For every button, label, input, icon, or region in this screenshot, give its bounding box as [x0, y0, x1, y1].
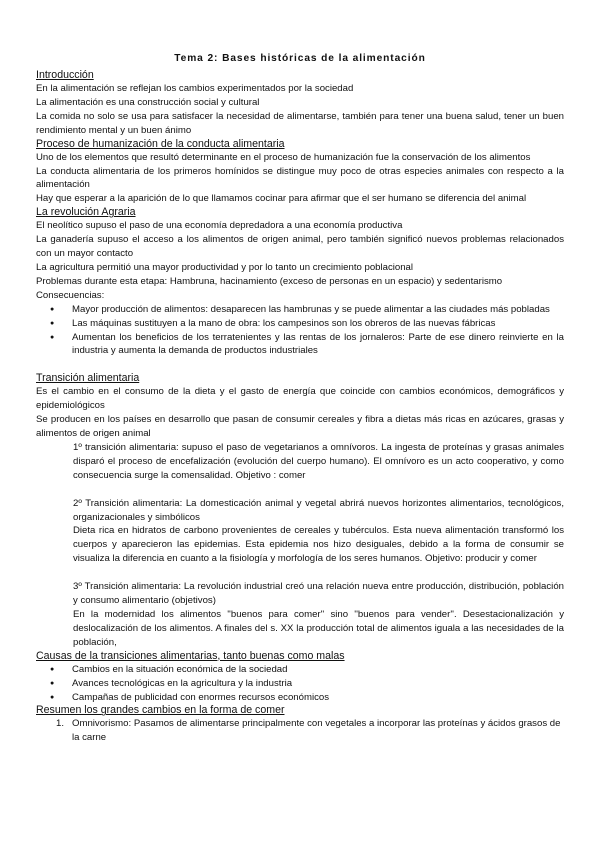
paragraph: La ganadería supuso el acceso a los alimentos de origen animal, pero también significó nuevos problemas relacionados con un mayor contacto — [36, 234, 564, 260]
list-item: ● Cambios en la situación económica de la sociedad — [72, 663, 564, 677]
paragraph: En la modernidad los alimentos ''buenos para comer'' sino ''buenos para vender''. Desestacionalización y deslocalización de los alimentos. A finales del s. XX la producción total de alimentos iguala a las necesidades de la población, — [73, 609, 564, 648]
section-heading: Introducción — [36, 69, 94, 81]
paragraph: El neolítico supuso el paso de una economía depredadora a una economía productiva — [36, 220, 403, 232]
section-heading: Resumen los grandes cambios en la forma de comer — [36, 704, 285, 717]
paragraph: Es el cambio en el consumo de la dieta y el gasto de energía que coincide con cambios económicos, demográficos y epidemiológicos — [36, 386, 564, 412]
paragraph: Consecuencias: — [36, 289, 105, 301]
section-introduccion — [36, 69, 564, 138]
section-heading: Transición alimentaria — [36, 372, 140, 385]
paragraph: Problemas durante esta etapa: Hambruna, hacinamiento (exceso de personas en un espacio) y sedentarismo — [36, 275, 503, 287]
paragraph-first-transition: 1º transición alimentaria: supuso el paso de vegetarianos a omnívoros. La ingesta de proteínas y grasas animales disparó el proceso de encefalización (evolución del cuerpo humano). El omnívoro es un acto cooperativo, y como consecuencia surge la comensalidad. Objetivo : comer — [73, 441, 564, 481]
paragraph: En la alimentación se reflejan los cambios experimentados por la sociedad — [36, 83, 354, 94]
list-item: ● Mayor producción de alimentos: desaparecen las hambrunas y se puede alimentar a las ciudades más pobladas — [72, 303, 564, 317]
section-resumen — [36, 704, 564, 745]
spacer — [36, 566, 564, 580]
spacer — [36, 483, 564, 497]
paragraph-second-transition: 2º Transición alimentaria: La domesticación animal y vegetal abrirá nuevos horizontes alimentarios, tecnológicos, organizacionales y simbólicos — [73, 497, 564, 523]
list-item: ● Campañas de publicidad con enormes recursos económicos — [72, 691, 564, 705]
section-heading: La revolución Agraria — [36, 206, 136, 219]
list-item-text: Omnivorismo: Pasamos de alimentarse principalmente con vegetales a incorporar las proteínas y ácidos grasos de la carne — [72, 718, 561, 744]
paragraph: Uno de los elementos que resultó determinante en el proceso de humanización fue la conservación de los alimentos — [36, 151, 531, 163]
bullet-list — [36, 663, 564, 705]
paragraph: Se producen en los países en desarrollo que pasan de consumir cereales y fibra a dietas más ricas en azúcares, grasas y alimentos de origen animal — [36, 414, 564, 440]
list-item: ● Avances tecnológicas en la agricultura y la industria — [72, 677, 564, 691]
paragraph: La alimentación es una construcción social y cultural — [36, 96, 260, 108]
paragraph: Dieta rica en hidratos de carbono provenientes de cereales y tubérculos. Esta nueva alimentación transformó los cuerpos y aparecieron las epidemias. Esta epidemia nos hizo desiguales, debido a la forma de consumir se visualiza la diferencia en cuanto a la fisiología y morfología de los seres humanos. Objetivo: producir y comer — [73, 525, 564, 565]
section-revolucion-agraria — [36, 206, 564, 358]
paragraph: La conducta alimentaria de los primeros homínidos se distingue muy poco de otras especies animales con respecto a la alimentación — [36, 165, 564, 191]
document-title: Tema 2: Bases históricas de la alimentación — [174, 53, 426, 64]
section-heading: Causas de la transiciones alimentarias, tanto buenas como malas — [36, 649, 345, 662]
list-item: ● Aumentan los beneficios de los terratenientes y las rentas de los jornaleros: Parte de ese dinero reinvierte en la industria y aumenta la demanda de productos industriales — [72, 331, 564, 359]
numbered-list — [36, 717, 564, 745]
paragraph: Hay que esperar a la aparición de lo que llamamos cocinar para afirmar que el ser humano se diferencia del animal — [36, 193, 527, 205]
section-heading: Proceso de humanización de la conducta alimentaria — [36, 137, 285, 150]
section-proceso-humanizacion — [36, 138, 564, 207]
paragraph: La agricultura permitió una mayor productividad y por lo tanto un crecimiento poblacional — [36, 261, 414, 273]
spacer — [36, 358, 564, 372]
bullet-list — [36, 303, 564, 359]
paragraph-third-transition: 3º Transición alimentaria: La revolución industrial creó una relación nueva entre producción, distribución, población y consumo alimentario (objetivos) — [73, 581, 564, 607]
list-number: 1. — [56, 718, 65, 730]
section-causas — [36, 650, 564, 705]
list-item: ● Las máquinas sustituyen a la mano de obra: los campesinos son los obreros de las nuevas fábricas — [72, 317, 564, 331]
list-item — [56, 717, 564, 745]
paragraph: La comida no solo se usa para satisfacer la necesidad de alimentarse, también para tener una buena salud, tener un buen rendimiento mental y un buen ánimo — [36, 110, 564, 136]
section-transicion-alimentaria — [36, 372, 564, 649]
